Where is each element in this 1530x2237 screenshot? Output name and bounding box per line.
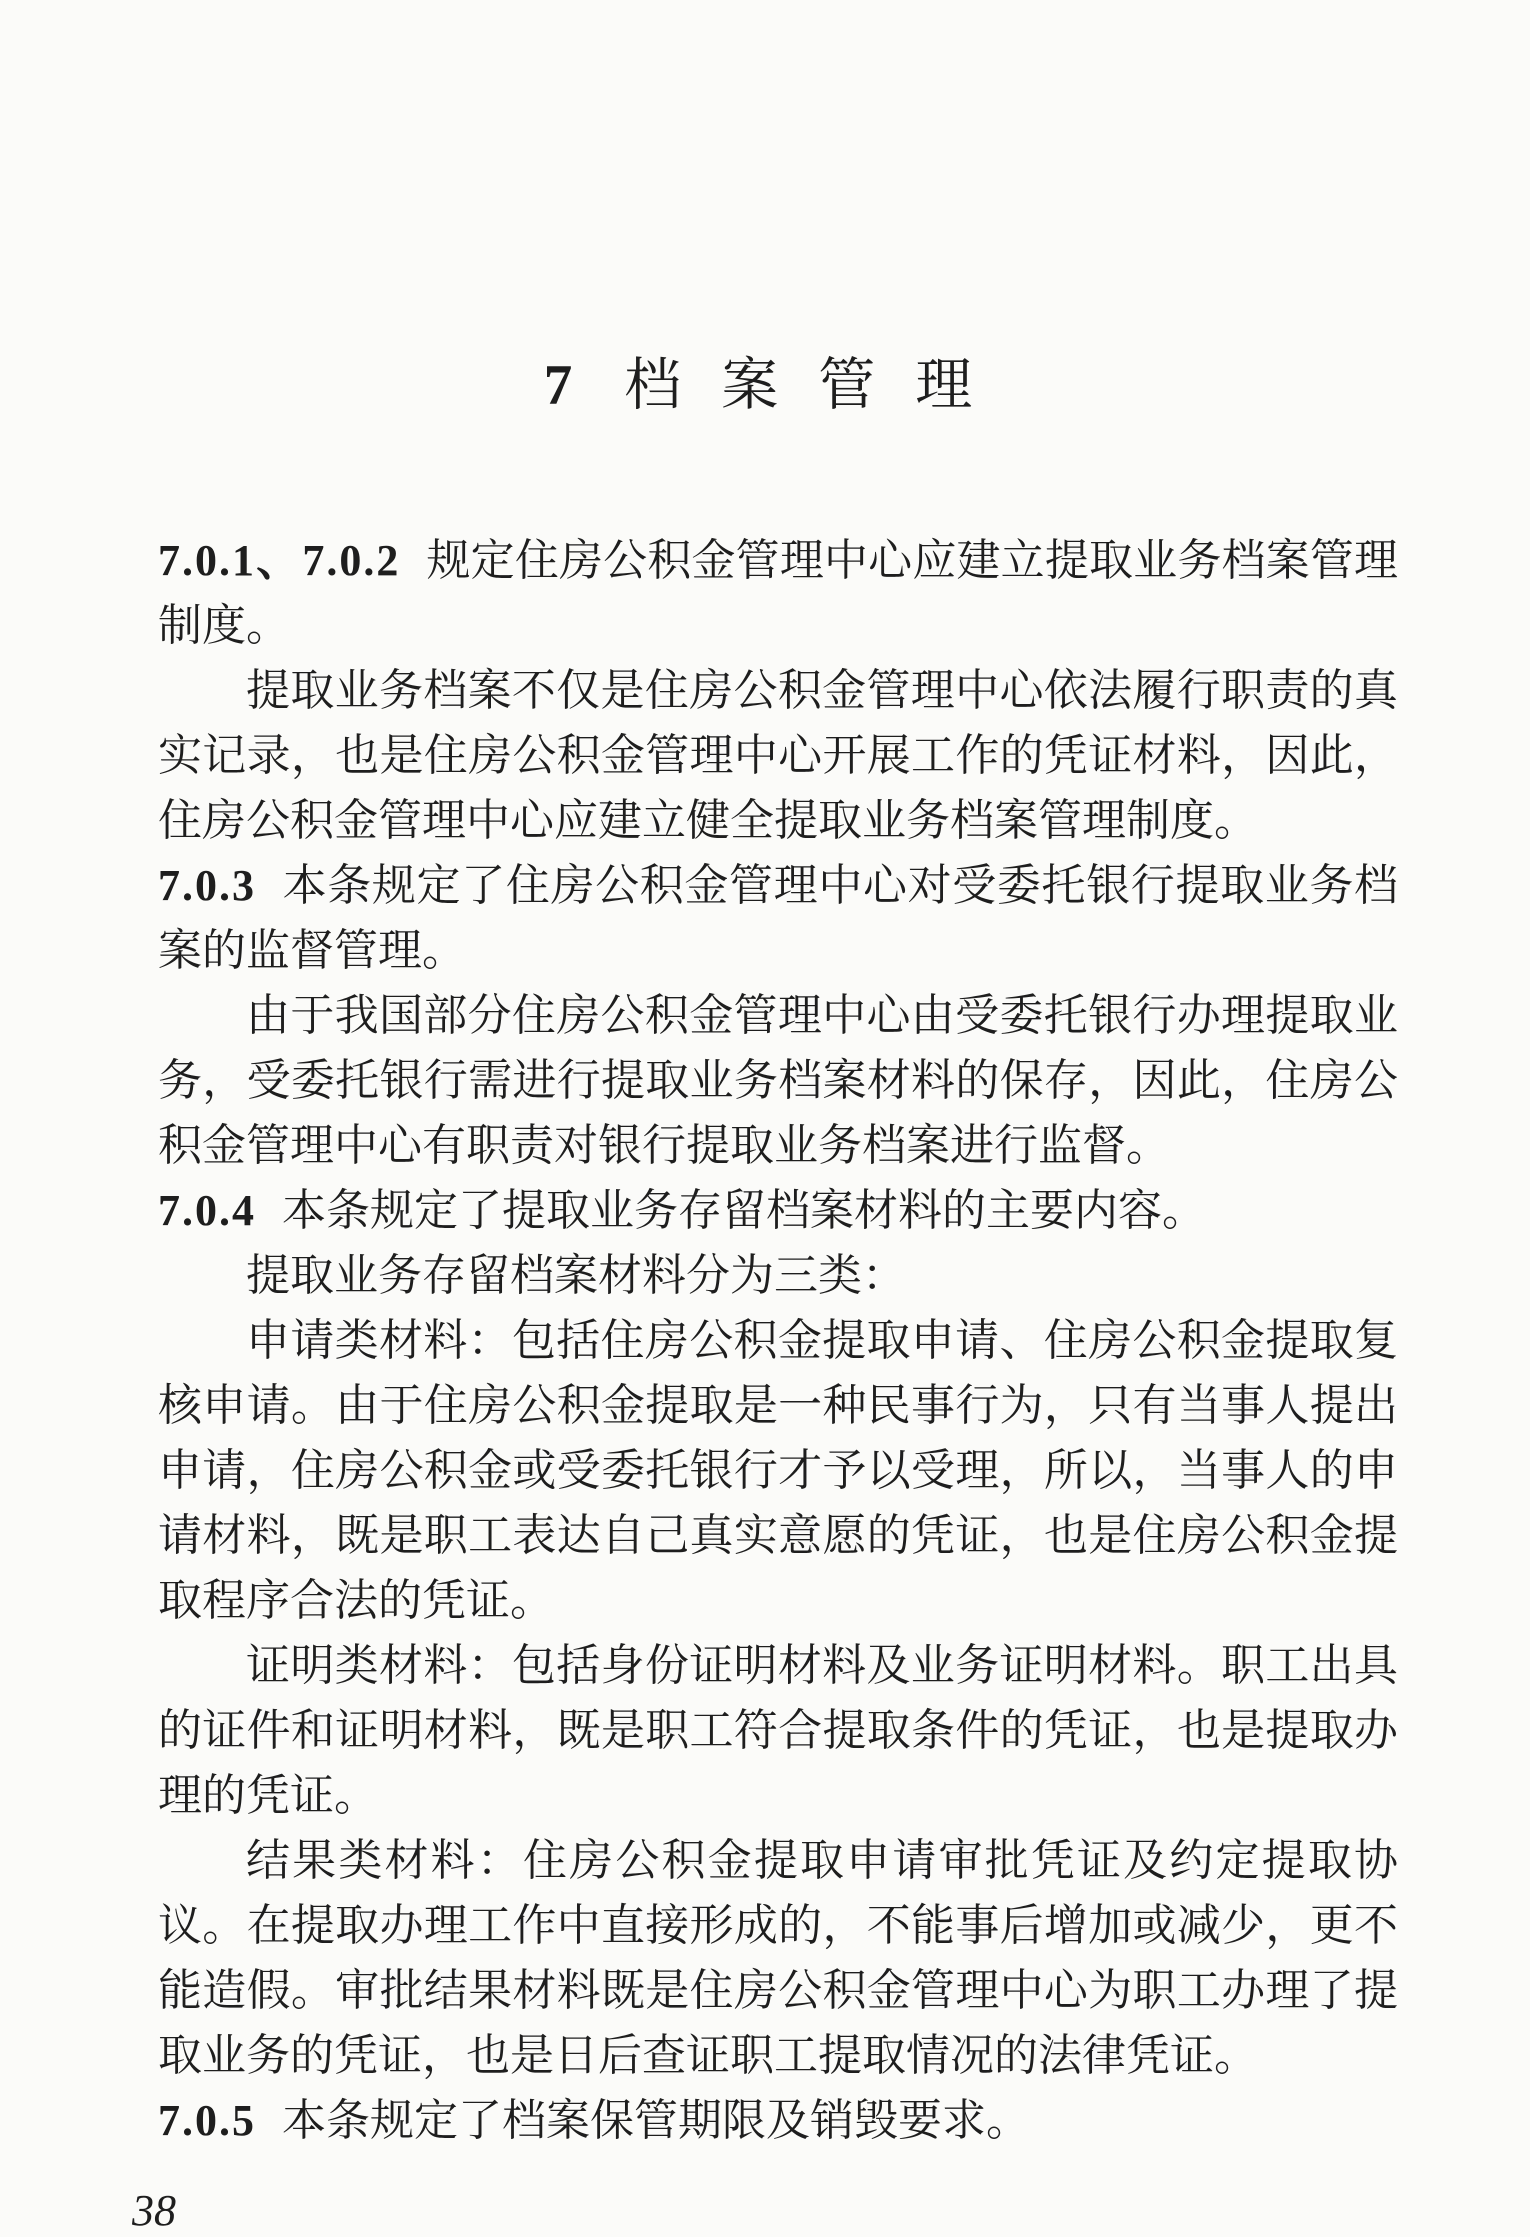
paragraph (158, 1243, 1398, 1308)
paragraph-text: 申请类材料：包括住房公积金提取申请、住房公积金提取复核申请。由于住房公积金提取是一种民事行为，只有当事人提出申请，住房公积金或受委托银行才予以受理，所以，当事人的申请材料，既是职工表达自己真实意愿的凭证，也是住房公积金提取程序合法的凭证。 (158, 1316, 1398, 1625)
paragraph-text: 本条规定了住房公积金管理中心对受委托银行提取业务档案的监督管理。 (158, 861, 1398, 975)
paragraph-text: 本条规定了提取业务存留档案材料的主要内容。 (282, 1186, 1206, 1235)
paragraph (158, 983, 1398, 1178)
paragraph (158, 528, 1398, 658)
chapter-title-text: 档案管理 (624, 354, 1013, 417)
paragraph (158, 1828, 1398, 2088)
section-number: 7.0.1、7.0.2 (158, 536, 401, 585)
body-text (158, 528, 1398, 2153)
paragraph-text: 结果类材料：住房公积金提取申请审批凭证及约定提取协议。在提取办理工作中直接形成的，不能事后增加或减少，更不能造假。审批结果材料既是住房公积金管理中心为职工办理了提取业务的凭证，也是日后查证职工提取情况的法律凭证。 (158, 1836, 1398, 2080)
paragraph (158, 1308, 1398, 1633)
page-number: 38 (132, 2186, 176, 2235)
paragraph (158, 1178, 1398, 1243)
paragraph (158, 658, 1398, 853)
chapter-title (158, 348, 1398, 424)
paragraph (158, 1633, 1398, 1828)
paragraph (158, 853, 1398, 983)
paragraph-text: 证明类材料：包括身份证明材料及业务证明材料。职工出具的证件和证明材料，既是职工符合提取条件的凭证，也是提取办理的凭证。 (158, 1641, 1398, 1820)
section-number: 7.0.5 (158, 2096, 256, 2145)
section-number: 7.0.4 (158, 1186, 256, 1235)
paragraph-text: 本条规定了档案保管期限及销毁要求。 (282, 2096, 1030, 2145)
paragraph-text: 提取业务存留档案材料分为三类： (246, 1251, 906, 1300)
paragraph (158, 2088, 1398, 2153)
section-number: 7.0.3 (158, 861, 256, 910)
chapter-number: 7 (543, 354, 573, 417)
paragraph-text: 由于我国部分住房公积金管理中心由受委托银行办理提取业务，受委托银行需进行提取业务档案材料的保存，因此，住房公积金管理中心有职责对银行提取业务档案进行监督。 (158, 991, 1398, 1170)
paragraph-text: 提取业务档案不仅是住房公积金管理中心依法履行职责的真实记录，也是住房公积金管理中心开展工作的凭证材料，因此，住房公积金管理中心应建立健全提取业务档案管理制度。 (158, 666, 1398, 845)
paragraph-text: 规定住房公积金管理中心应建立提取业务档案管理制度。 (158, 536, 1399, 650)
